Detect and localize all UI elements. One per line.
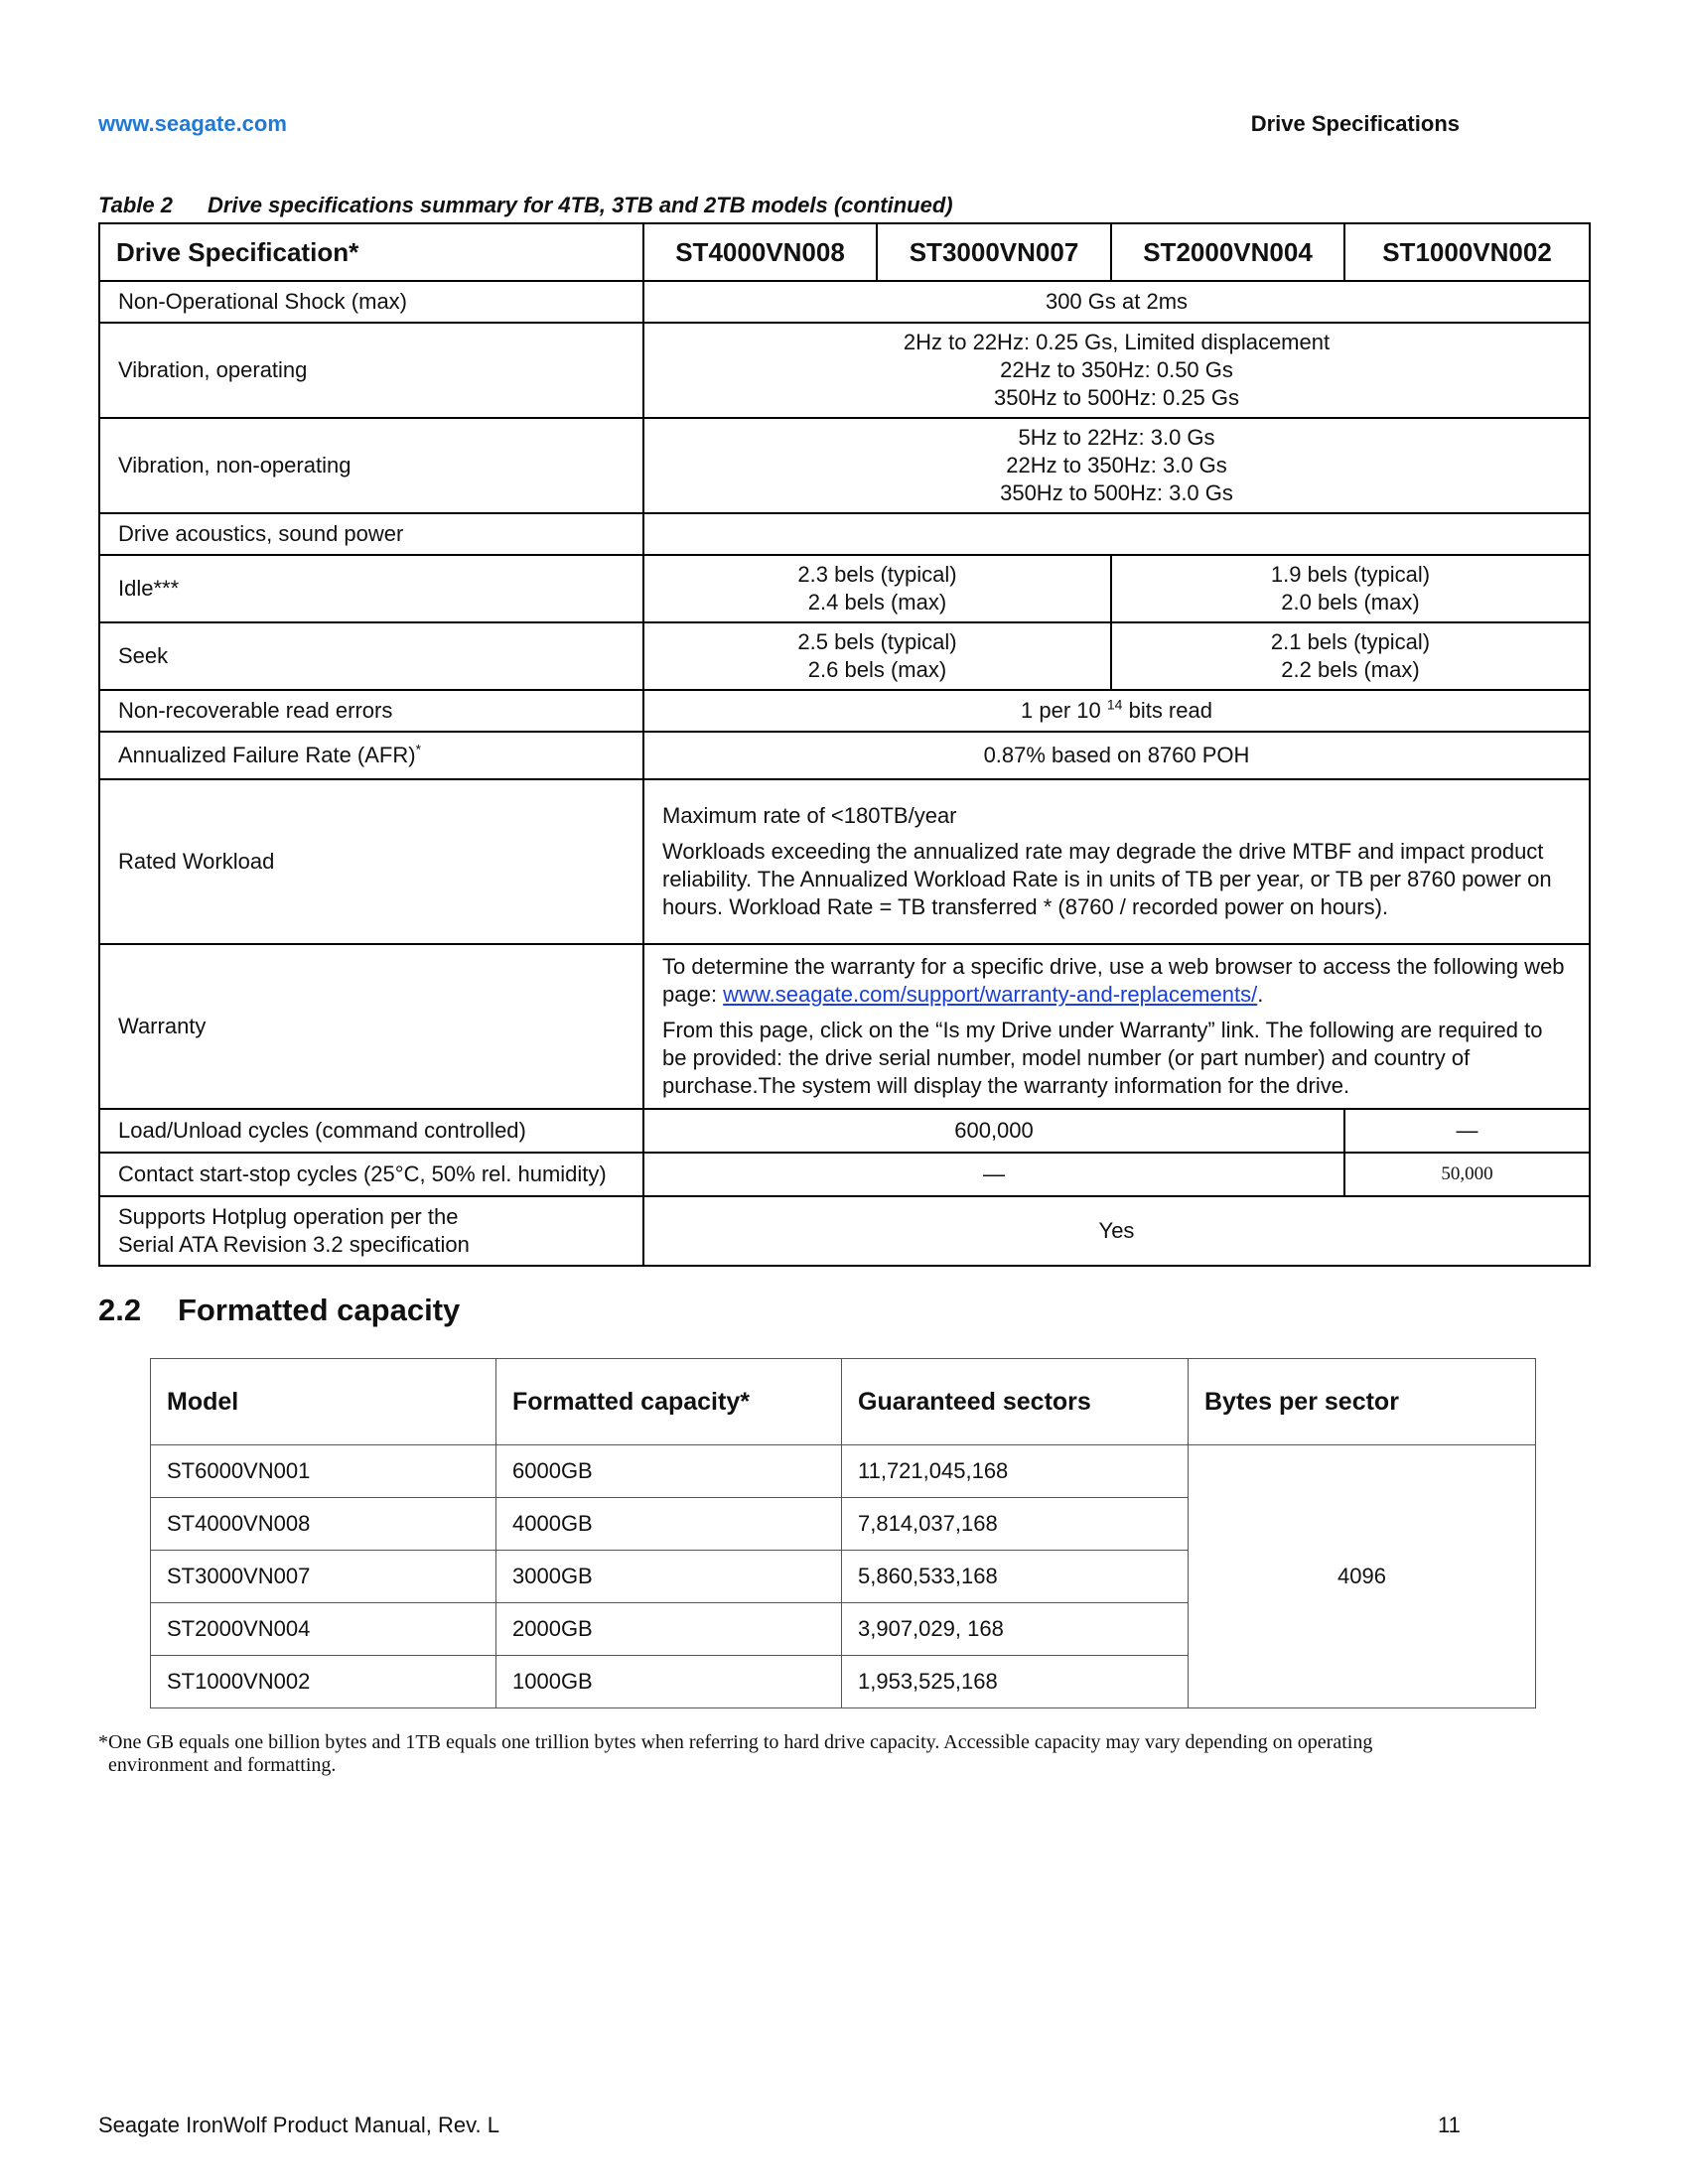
spec-value xyxy=(643,690,1590,732)
spec-value-line: 1.9 bels (typical) xyxy=(1270,562,1431,587)
workload-rate: Maximum rate of <180TB/year xyxy=(662,803,957,828)
spec-value-line: 2.4 bels (max) xyxy=(807,590,947,614)
spec-header-row xyxy=(99,223,1590,281)
capacity-row xyxy=(151,1445,1536,1498)
spec-row-hotplug xyxy=(99,1196,1590,1266)
spec-header-cell: ST3000VN007 xyxy=(877,223,1111,281)
capacity-size: 6000GB xyxy=(496,1445,842,1498)
spec-value-line: 2.0 bels (max) xyxy=(1281,590,1420,614)
spec-row-warranty xyxy=(99,944,1590,1109)
footer-manual-title: Seagate IronWolf Product Manual, Rev. L xyxy=(98,2113,499,2137)
spec-value: 50,000 xyxy=(1344,1153,1590,1196)
capacity-size: 4000GB xyxy=(496,1498,842,1551)
capacity-sectors: 7,814,037,168 xyxy=(842,1498,1189,1551)
spec-value: 600,000 xyxy=(643,1109,1344,1153)
spec-value xyxy=(643,944,1590,1109)
spec-value: Yes xyxy=(643,1196,1590,1266)
formatted-capacity-table xyxy=(150,1358,1536,1708)
section-title: Formatted capacity xyxy=(178,1293,461,1327)
spec-value-line: 350Hz to 500Hz: 3.0 Gs xyxy=(1000,480,1233,505)
read-error-suffix: bits read xyxy=(1128,698,1212,723)
spec-value-line: 2Hz to 22Hz: 0.25 Gs, Limited displacement xyxy=(903,330,1331,354)
table-caption-text: Drive specifications summary for 4TB, 3TB and 2TB models (continued) xyxy=(208,193,953,217)
capacity-footnote xyxy=(98,1731,1598,1777)
site-link[interactable]: www.seagate.com xyxy=(98,111,287,136)
warranty-instructions xyxy=(662,953,1571,1009)
spec-row-seek xyxy=(99,622,1590,690)
capacity-sectors: 11,721,045,168 xyxy=(842,1445,1189,1498)
warranty-period: . xyxy=(1257,982,1264,1007)
table-caption-number: Table 2 xyxy=(98,193,173,217)
spec-label: Vibration, operating xyxy=(99,323,643,418)
spec-value xyxy=(643,513,1590,555)
warranty-note: From this page, click on the “Is my Drive under Warranty” link. The following are required to be provided: the drive serial number, model number (or part number) and country of purchase.The system will display the warranty information for the drive. xyxy=(662,1018,1543,1098)
spec-label: Drive acoustics, sound power xyxy=(99,513,643,555)
spec-label: Rated Workload xyxy=(99,779,643,944)
spec-value-line: 2.1 bels (typical) xyxy=(1270,629,1431,654)
spec-value xyxy=(643,779,1590,944)
spec-row-vibration-operating xyxy=(99,323,1590,418)
table-caption xyxy=(98,193,953,218)
capacity-header-cell: Bytes per sector xyxy=(1189,1359,1536,1445)
capacity-size: 2000GB xyxy=(496,1603,842,1656)
capacity-model: ST1000VN002 xyxy=(151,1656,496,1708)
spec-value-line: 22Hz to 350Hz: 3.0 Gs xyxy=(1006,453,1227,478)
spec-row-idle xyxy=(99,555,1590,622)
bytes-per-sector: 4096 xyxy=(1189,1445,1536,1708)
spec-label xyxy=(99,1196,643,1266)
spec-row-workload xyxy=(99,779,1590,944)
spec-value xyxy=(643,418,1590,513)
capacity-size: 3000GB xyxy=(496,1551,842,1603)
spec-label: Non-Operational Shock (max) xyxy=(99,281,643,323)
spec-row-shock xyxy=(99,281,1590,323)
capacity-header-cell: Model xyxy=(151,1359,496,1445)
warranty-text: To determine the warranty for a specific drive, use a web browser to access the following web page: xyxy=(662,954,1565,1007)
capacity-sectors: 3,907,029, 168 xyxy=(842,1603,1189,1656)
footnote-line: environment and formatting. xyxy=(108,1754,337,1776)
capacity-model: ST4000VN008 xyxy=(151,1498,496,1551)
spec-value xyxy=(643,323,1590,418)
spec-value xyxy=(1111,555,1590,622)
spec-value-line: 5Hz to 22Hz: 3.0 Gs xyxy=(1018,425,1215,450)
page-number: 11 xyxy=(1438,2113,1461,2137)
section-number: 2.2 xyxy=(98,1293,142,1327)
capacity-header-cell: Guaranteed sectors xyxy=(842,1359,1189,1445)
spec-value: 300 Gs at 2ms xyxy=(643,281,1590,323)
spec-row-read-errors xyxy=(99,690,1590,732)
capacity-size: 1000GB xyxy=(496,1656,842,1708)
capacity-model: ST2000VN004 xyxy=(151,1603,496,1656)
capacity-sectors: 1,953,525,168 xyxy=(842,1656,1189,1708)
spec-label: Non-recoverable read errors xyxy=(99,690,643,732)
footnote-line: *One GB equals one billion bytes and 1TB equals one trillion bytes when referring to hard drive capacity. Accessible capacity may vary depending on operating xyxy=(98,1731,1373,1753)
warranty-link[interactable]: www.seagate.com/support/warranty-and-replacements/ xyxy=(723,982,1258,1007)
spec-value xyxy=(643,622,1111,690)
capacity-header-cell: Formatted capacity* xyxy=(496,1359,842,1445)
spec-value-line: 22Hz to 350Hz: 0.50 Gs xyxy=(1000,357,1233,382)
spec-value: — xyxy=(643,1153,1344,1196)
spec-row-load-unload xyxy=(99,1109,1590,1153)
spec-value-line: 2.2 bels (max) xyxy=(1281,657,1420,682)
capacity-header-row xyxy=(151,1359,1536,1445)
spec-label: Idle*** xyxy=(99,555,643,622)
spec-row-vibration-nonoperating xyxy=(99,418,1590,513)
spec-row-acoustics xyxy=(99,513,1590,555)
spec-value-line: 2.5 bels (typical) xyxy=(797,629,957,654)
spec-header-cell: Drive Specification* xyxy=(99,223,643,281)
workload-note: Workloads exceeding the annualized rate may degrade the drive MTBF and impact product reliability. The Annualized Workload Rate is in units of TB per year, or TB per 8760 power on hours. Workload Rate = TB transferred * (8760 / recorded power on hours). xyxy=(662,839,1552,919)
afr-footnote-mark: * xyxy=(415,741,422,757)
drive-spec-table xyxy=(98,222,1591,1267)
running-header: Drive Specifications xyxy=(1250,111,1460,136)
spec-header-cell: ST1000VN002 xyxy=(1344,223,1590,281)
spec-value-line: 2.6 bels (max) xyxy=(807,657,947,682)
spec-label: Contact start-stop cycles (25°C, 50% rel. humidity) xyxy=(99,1153,643,1196)
spec-label: Warranty xyxy=(99,944,643,1109)
read-error-exponent: 14 xyxy=(1106,696,1123,713)
spec-label-line: Serial ATA Revision 3.2 specification xyxy=(118,1232,470,1257)
capacity-model: ST3000VN007 xyxy=(151,1551,496,1603)
spec-value-line: 2.3 bels (typical) xyxy=(797,562,957,587)
spec-value-line: 350Hz to 500Hz: 0.25 Gs xyxy=(993,385,1240,410)
spec-row-afr xyxy=(99,732,1590,779)
spec-label-line: Supports Hotplug operation per the xyxy=(118,1204,459,1229)
afr-label: Annualized Failure Rate (AFR) xyxy=(118,743,416,767)
spec-header-cell: ST2000VN004 xyxy=(1111,223,1344,281)
spec-row-start-stop xyxy=(99,1153,1590,1196)
spec-value: 0.87% based on 8760 POH xyxy=(643,732,1590,779)
spec-value xyxy=(643,555,1111,622)
spec-label: Vibration, non-operating xyxy=(99,418,643,513)
spec-value: — xyxy=(1344,1109,1590,1153)
spec-label: Load/Unload cycles (command controlled) xyxy=(99,1109,643,1153)
read-error-prefix: 1 per 10 xyxy=(1021,698,1101,723)
capacity-sectors: 5,860,533,168 xyxy=(842,1551,1189,1603)
spec-label: Seek xyxy=(99,622,643,690)
capacity-model: ST6000VN001 xyxy=(151,1445,496,1498)
spec-value xyxy=(1111,622,1590,690)
spec-label xyxy=(99,732,643,779)
spec-header-cell: ST4000VN008 xyxy=(643,223,877,281)
